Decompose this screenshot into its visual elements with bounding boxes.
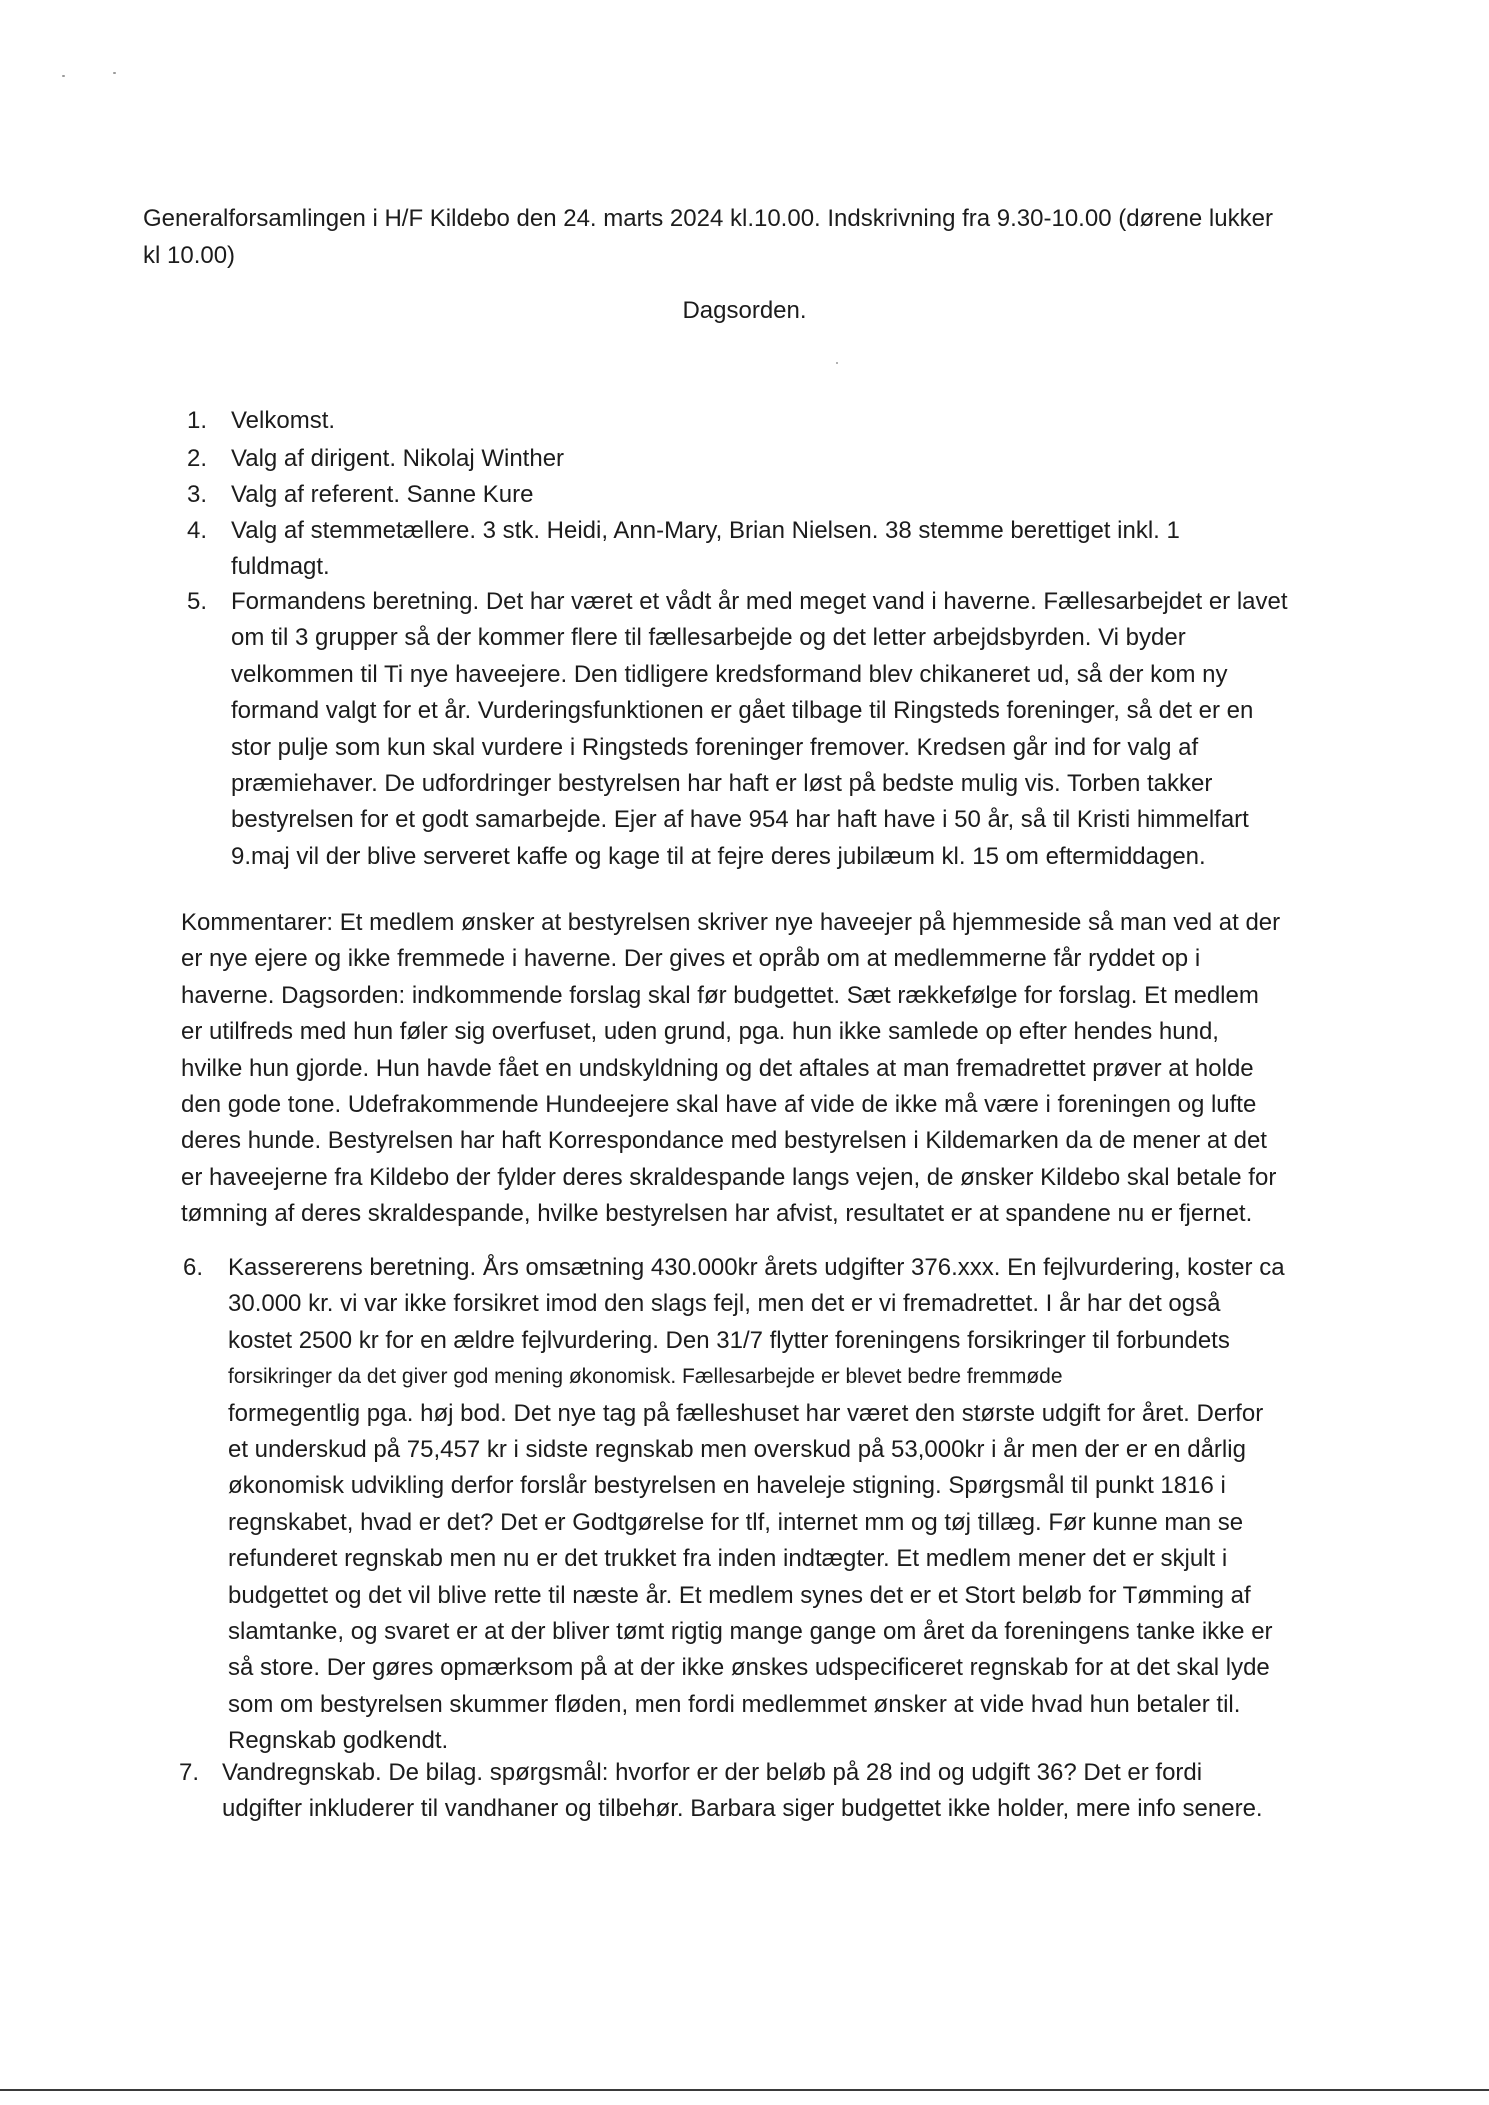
item-line: regnskabet, hvad er det? Det er Godtgørelse for tlf, internet mm og tøj tillæg. Før kunne man se [228, 1508, 1244, 1536]
item-line: økonomisk udvikling derfor forslår bestyrelsen en haveleje stigning. Spørgsmål til punkt 1816 i [228, 1472, 1226, 1500]
item-line: formand valgt for et år. Vurderingsfunktionen er gået tilbage til Ringsteds foreninger, så det er en [231, 697, 1254, 725]
item-text: Velkomst. [231, 407, 336, 434]
item-line: Vandregnskab. De bilag. spørgsmål: hvorfor er der beløb på 28 ind og udgift 36? Det er fordi [222, 1759, 1203, 1786]
item-line: 30.000 kr. vi var ikke forsikret imod den slags fejl, men det er vi fremadrettet. I år har det også [228, 1290, 1221, 1318]
item-line: fuldmagt. [231, 553, 330, 581]
item-number: 5. [187, 588, 208, 615]
item-line: så store. Der gøres opmærksom på at der ikke ønskes udspecificeret regnskab for at det skal lyde [228, 1654, 1270, 1682]
item-line: som om bestyrelsen skummer fløden, men fordi medlemmet ønsker at vide hvad hun betaler til. [228, 1690, 1241, 1718]
item-line: udgifter inkluderer til vandhaner og tilbehør. Barbara siger budgettet ikke holder, mere info senere. [222, 1795, 1263, 1823]
comment-line: er utilfreds med hun føler sig overfuset, uden grund, pga. hun ikke samlede op efter hendes hund, [181, 1018, 1219, 1046]
item-text [231, 584, 1288, 875]
item-text [228, 1250, 1285, 1760]
item-number: 4. [187, 517, 208, 544]
comment-line: er haveejerne fra Kildebo der fylder deres skraldespande langs vejen, de ønsker Kildebo skal betale for [181, 1163, 1277, 1191]
item-line: Kassererens beretning. Års omsætning 430.000kr årets udgifter 376.xxx. En fejlvurdering, koster ca [228, 1254, 1285, 1281]
item-line: om til 3 grupper så der kommer flere til fællesarbejde og det letter arbejdsbyrden. Vi byder [231, 624, 1186, 652]
item-line: formegentlig pga. høj bod. Det nye tag på fælleshuset har været den største udgift for året. Derfor [228, 1399, 1264, 1427]
comment-line: den gode tone. Udefrakommende Hundeejere skal have af vide de ikke må være i foreningen og lufte [181, 1091, 1257, 1119]
scan-speck [113, 72, 116, 74]
item-line: budgettet og det vil blive rette til næste år. Et medlem synes det er et Stort beløb for Tømming af [228, 1581, 1251, 1609]
meeting-header [143, 200, 1343, 274]
comment-line: Kommentarer: Et medlem ønsker at bestyrelsen skriver nye haveejer på hjemmeside så man ved at der [181, 909, 1281, 936]
header-line: kl 10.00) [143, 242, 236, 269]
item-number: 7. [179, 1759, 200, 1786]
comment-line: haverne. Dagsorden: indkommende forslag skal før budgettet. Sæt rækkefølge for forslag. Et medlem [181, 981, 1259, 1009]
item-number: 6. [183, 1254, 204, 1281]
item-line: Valg af stemmetællere. 3 stk. Heidi, Ann-Mary, Brian Nielsen. 38 stemme berettiget inkl. 1 [231, 517, 1180, 544]
item-line: forsikringer da det giver god mening økonomisk. Fællesarbejde er blevet bedre fremmøde [228, 1365, 1063, 1389]
item-number: 2. [187, 445, 208, 472]
agenda-title [0, 294, 1489, 328]
item-line: bestyrelsen for et godt samarbejde. Ejer af have 954 har haft have i 50 år, så til Kristi himmelfart [231, 806, 1249, 834]
comment-line: deres hunde. Bestyrelsen har haft Korrespondance med bestyrelsen i Kildemarken da de mener at det [181, 1127, 1267, 1155]
scan-speck [62, 75, 65, 77]
item-number: 3. [187, 481, 208, 508]
item-line: et underskud på 75,457 kr i sidste regnskab men overskud på 53,000kr i år men der er en dårlig [228, 1436, 1246, 1464]
scan-speck [836, 362, 838, 364]
comments-paragraph [181, 905, 1280, 1233]
item-line: Formandens beretning. Det har været et vådt år med meget vand i haverne. Fællesarbejdet er lavet [231, 588, 1288, 615]
item-line: 9.maj vil der blive serveret kaffe og kage til at fejre deres jubilæum kl. 15 om eftermiddagen. [231, 842, 1206, 870]
item-line: slamtanke, og svaret er at der bliver tømt rigtig mange gange om året da foreningens tanke ikke er [228, 1618, 1273, 1646]
item-line: kostet 2500 kr for en ældre fejlvurdering. Den 31/7 flytter foreningens forsikringer til forbundets [228, 1326, 1230, 1354]
item-line: velkommen til Ti nye haveejere. Den tidligere kredsformand blev chikaneret ud, så der kom ny [231, 660, 1228, 688]
comment-line: hvilke hun gjorde. Hun havde fået en undskyldning og det aftales at man fremadrettet prøver at holde [181, 1054, 1254, 1082]
item-line: præmiehaver. De udfordringer bestyrelsen har haft er løst på bedste mulig vis. Torben takker [231, 770, 1213, 798]
item-text [222, 1755, 1263, 1828]
agenda-title-text: Dagsorden. [682, 297, 807, 324]
comment-line: tømning af deres skraldespande, hvilke bestyrelsen har afvist, resultatet er at spandene nu er fjernet. [181, 1200, 1253, 1228]
item-number: 1. [187, 407, 208, 434]
item-line: refunderet regnskab men nu er det trukket fra inden indtægter. Et medlem mener det er skjult i [228, 1545, 1228, 1573]
item-text: Valg af referent. Sanne Kure [231, 481, 534, 508]
item-text [231, 513, 1180, 586]
item-text: Valg af dirigent. Nikolaj Winther [231, 445, 565, 472]
comment-line: er nye ejere og ikke fremmede i haverne. Der gives et opråb om at medlemmerne får ryddet op i [181, 945, 1201, 973]
item-line: stor pulje som kun skal vurdere i Ringsteds foreninger fremover. Kredsen går ind for valg af [231, 733, 1199, 761]
item-line: Regnskab godkendt. [228, 1727, 449, 1755]
scan-edge-line [0, 2089, 1489, 2091]
header-line: Generalforsamlingen i H/F Kildebo den 24. marts 2024 kl.10.00. Indskrivning fra 9.30-10.00 (dørene lukker [143, 205, 1273, 232]
